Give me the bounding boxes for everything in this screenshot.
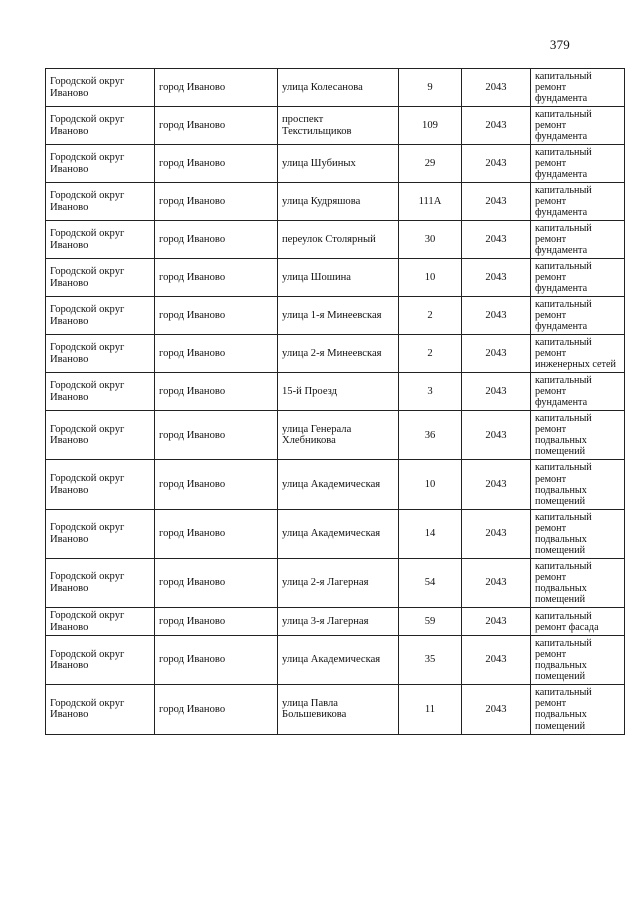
year-cell: 2043: [462, 107, 531, 145]
district-cell: Городской округ Иваново: [46, 411, 155, 460]
table-row: [46, 183, 625, 221]
district-cell: Городской округ Иваново: [46, 558, 155, 607]
work-type-cell: капитальный ремонт подвальных помещений: [531, 509, 625, 558]
work-type-cell: капитальный ремонт фундамента: [531, 183, 625, 221]
work-type-cell: капитальный ремонт подвальных помещений: [531, 558, 625, 607]
work-type-cell: капитальный ремонт фундамента: [531, 69, 625, 107]
work-type-cell: капитальный ремонт подвальных помещений: [531, 685, 625, 734]
table-body: [46, 69, 625, 735]
table-row: [46, 335, 625, 373]
table-row: [46, 221, 625, 259]
year-cell: 2043: [462, 607, 531, 636]
street-cell: улица Академическая: [278, 509, 399, 558]
district-cell: Городской округ Иваново: [46, 183, 155, 221]
district-cell: Городской округ Иваново: [46, 685, 155, 734]
street-cell: улица 2-я Минеевская: [278, 335, 399, 373]
city-cell: город Иваново: [155, 685, 278, 734]
city-cell: город Иваново: [155, 183, 278, 221]
table-row: [46, 297, 625, 335]
year-cell: 2043: [462, 183, 531, 221]
district-cell: Городской округ Иваново: [46, 221, 155, 259]
house-number-cell: 2: [399, 297, 462, 335]
district-cell: Городской округ Иваново: [46, 607, 155, 636]
city-cell: город Иваново: [155, 607, 278, 636]
year-cell: 2043: [462, 685, 531, 734]
work-type-cell: капитальный ремонт фундамента: [531, 145, 625, 183]
table-row: [46, 107, 625, 145]
city-cell: город Иваново: [155, 221, 278, 259]
street-cell: улица Павла Большевикова: [278, 685, 399, 734]
year-cell: 2043: [462, 558, 531, 607]
work-type-cell: капитальный ремонт фундамента: [531, 107, 625, 145]
house-number-cell: 2: [399, 335, 462, 373]
district-cell: Городской округ Иваново: [46, 335, 155, 373]
city-cell: город Иваново: [155, 411, 278, 460]
table-row: [46, 69, 625, 107]
street-cell: переулок Столярный: [278, 221, 399, 259]
year-cell: 2043: [462, 145, 531, 183]
city-cell: город Иваново: [155, 297, 278, 335]
table-row: [46, 460, 625, 509]
city-cell: город Иваново: [155, 145, 278, 183]
year-cell: 2043: [462, 373, 531, 411]
city-cell: город Иваново: [155, 335, 278, 373]
table-row: [46, 636, 625, 685]
year-cell: 2043: [462, 221, 531, 259]
work-type-cell: капитальный ремонт подвальных помещений: [531, 460, 625, 509]
street-cell: проспект Текстильщиков: [278, 107, 399, 145]
table-row: [46, 411, 625, 460]
street-cell: улица 2-я Лагерная: [278, 558, 399, 607]
house-number-cell: 59: [399, 607, 462, 636]
table-row: [46, 558, 625, 607]
work-type-cell: капитальный ремонт фундамента: [531, 297, 625, 335]
city-cell: город Иваново: [155, 373, 278, 411]
street-cell: улица 3-я Лагерная: [278, 607, 399, 636]
street-cell: улица Академическая: [278, 636, 399, 685]
work-type-cell: капитальный ремонт фундамента: [531, 221, 625, 259]
city-cell: город Иваново: [155, 259, 278, 297]
year-cell: 2043: [462, 297, 531, 335]
year-cell: 2043: [462, 411, 531, 460]
work-type-cell: капитальный ремонт фундамента: [531, 259, 625, 297]
year-cell: 2043: [462, 509, 531, 558]
house-number-cell: 54: [399, 558, 462, 607]
district-cell: Городской округ Иваново: [46, 460, 155, 509]
city-cell: город Иваново: [155, 460, 278, 509]
year-cell: 2043: [462, 335, 531, 373]
street-cell: 15-й Проезд: [278, 373, 399, 411]
table-row: [46, 509, 625, 558]
year-cell: 2043: [462, 636, 531, 685]
repair-schedule-table: [45, 68, 625, 735]
year-cell: 2043: [462, 259, 531, 297]
city-cell: город Иваново: [155, 69, 278, 107]
house-number-cell: 3: [399, 373, 462, 411]
house-number-cell: 10: [399, 259, 462, 297]
street-cell: улица Шубиных: [278, 145, 399, 183]
house-number-cell: 30: [399, 221, 462, 259]
street-cell: улица 1-я Минеевская: [278, 297, 399, 335]
district-cell: Городской округ Иваново: [46, 145, 155, 183]
year-cell: 2043: [462, 69, 531, 107]
house-number-cell: 111А: [399, 183, 462, 221]
house-number-cell: 36: [399, 411, 462, 460]
house-number-cell: 11: [399, 685, 462, 734]
district-cell: Городской округ Иваново: [46, 259, 155, 297]
district-cell: Городской округ Иваново: [46, 69, 155, 107]
table-row: [46, 259, 625, 297]
city-cell: город Иваново: [155, 636, 278, 685]
district-cell: Городской округ Иваново: [46, 509, 155, 558]
house-number-cell: 35: [399, 636, 462, 685]
district-cell: Городской округ Иваново: [46, 636, 155, 685]
work-type-cell: капитальный ремонт подвальных помещений: [531, 636, 625, 685]
table-row: [46, 685, 625, 734]
house-number-cell: 109: [399, 107, 462, 145]
street-cell: улица Шошина: [278, 259, 399, 297]
district-cell: Городской округ Иваново: [46, 373, 155, 411]
house-number-cell: 9: [399, 69, 462, 107]
city-cell: город Иваново: [155, 107, 278, 145]
work-type-cell: капитальный ремонт фундамента: [531, 373, 625, 411]
street-cell: улица Академическая: [278, 460, 399, 509]
house-number-cell: 10: [399, 460, 462, 509]
city-cell: город Иваново: [155, 509, 278, 558]
page-number: 379: [549, 37, 570, 52]
district-cell: Городской округ Иваново: [46, 107, 155, 145]
work-type-cell: капитальный ремонт фасада: [531, 607, 625, 636]
table-row: [46, 607, 625, 636]
work-type-cell: капитальный ремонт инженерных сетей: [531, 335, 625, 373]
street-cell: улица Генерала Хлебникова: [278, 411, 399, 460]
street-cell: улица Колесанова: [278, 69, 399, 107]
table-row: [46, 145, 625, 183]
district-cell: Городской округ Иваново: [46, 297, 155, 335]
house-number-cell: 14: [399, 509, 462, 558]
house-number-cell: 29: [399, 145, 462, 183]
year-cell: 2043: [462, 460, 531, 509]
work-type-cell: капитальный ремонт подвальных помещений: [531, 411, 625, 460]
street-cell: улица Кудряшова: [278, 183, 399, 221]
table-row: [46, 373, 625, 411]
city-cell: город Иваново: [155, 558, 278, 607]
